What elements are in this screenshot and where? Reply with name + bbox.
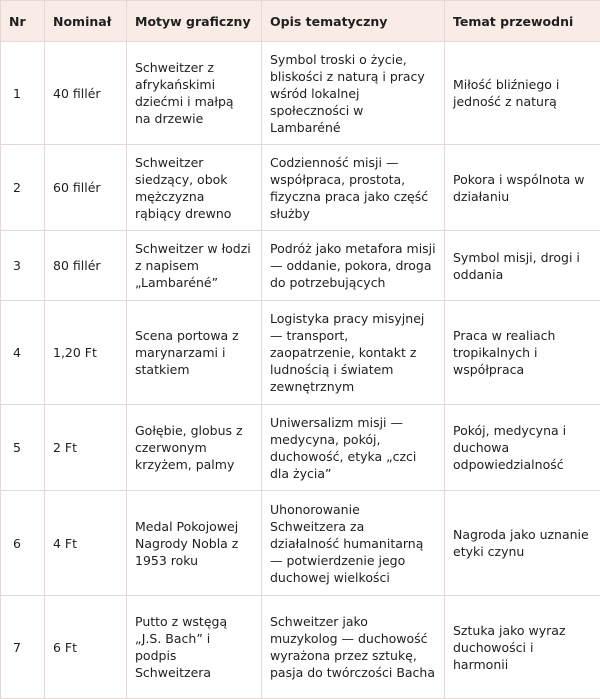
header-nominal: Nominał	[45, 1, 127, 42]
cell-temat: Nagroda jako uznanie etyki czynu	[445, 491, 600, 596]
table-row	[1, 596, 600, 699]
cell-opis: Uniwersalizm misji — medycyna, pokój, duchowość, etyka „czci dla życia”	[262, 405, 445, 491]
cell-nr: 7	[1, 596, 45, 699]
table-row	[1, 301, 600, 405]
cell-motyw: Gołębie, globus z czerwonym krzyżem, palmy	[127, 405, 262, 491]
header-nr: Nr	[1, 1, 45, 42]
cell-opis: Podróż jako metafora misji — oddanie, pokora, droga do potrzebujących	[262, 231, 445, 301]
cell-nominal: 4 Ft	[45, 491, 127, 596]
cell-nr: 3	[1, 231, 45, 301]
cell-motyw: Schweitzer w łodzi z napisem „Lambaréné”	[127, 231, 262, 301]
cell-opis: Symbol troski o życie, bliskości z naturą i pracy wśród lokalnej społeczności w Lambaréné	[262, 42, 445, 145]
table-row	[1, 42, 600, 145]
table-row	[1, 405, 600, 491]
header-opis: Opis tematyczny	[262, 1, 445, 42]
table-row	[1, 231, 600, 301]
cell-motyw: Schweitzer siedzący, obok mężczyzna rąbiący drewno	[127, 145, 262, 231]
cell-nominal: 2 Ft	[45, 405, 127, 491]
cell-temat: Sztuka jako wyraz duchowości i harmonii	[445, 596, 600, 699]
cell-motyw: Scena portowa z marynarzami i statkiem	[127, 301, 262, 405]
table-row	[1, 145, 600, 231]
header-temat: Temat przewodni	[445, 1, 600, 42]
cell-opis: Uhonorowanie Schweitzera za działalność humanitarną — potwierdzenie jego duchowej wielkości	[262, 491, 445, 596]
table-header-row	[1, 1, 600, 42]
cell-opis: Schweitzer jako muzykolog — duchowość wyrażona przez sztukę, pasja do twórczości Bacha	[262, 596, 445, 699]
cell-nominal: 6 Ft	[45, 596, 127, 699]
cell-motyw: Schweitzer z afrykańskimi dziećmi i małpą na drzewie	[127, 42, 262, 145]
cell-opis: Logistyka pracy misyjnej — transport, zaopatrzenie, kontakt z ludnością i światem zewnętrznym	[262, 301, 445, 405]
cell-nr: 1	[1, 42, 45, 145]
cell-temat: Symbol misji, drogi i oddania	[445, 231, 600, 301]
cell-nr: 2	[1, 145, 45, 231]
table-row	[1, 491, 600, 596]
cell-motyw: Putto z wstęgą „J.S. Bach” i podpis Schweitzera	[127, 596, 262, 699]
cell-nr: 5	[1, 405, 45, 491]
cell-temat: Praca w realiach tropikalnych i współpraca	[445, 301, 600, 405]
cell-temat: Pokora i wspólnota w działaniu	[445, 145, 600, 231]
cell-temat: Pokój, medycyna i duchowa odpowiedzialność	[445, 405, 600, 491]
header-motyw: Motyw graficzny	[127, 1, 262, 42]
cell-nominal: 80 fillér	[45, 231, 127, 301]
cell-opis: Codzienność misji — współpraca, prostota, fizyczna praca jako część służby	[262, 145, 445, 231]
cell-motyw: Medal Pokojowej Nagrody Nobla z 1953 roku	[127, 491, 262, 596]
cell-nr: 4	[1, 301, 45, 405]
cell-nominal: 60 fillér	[45, 145, 127, 231]
cell-nominal: 40 fillér	[45, 42, 127, 145]
cell-temat: Miłość bliźniego i jedność z naturą	[445, 42, 600, 145]
cell-nominal: 1,20 Ft	[45, 301, 127, 405]
cell-nr: 6	[1, 491, 45, 596]
